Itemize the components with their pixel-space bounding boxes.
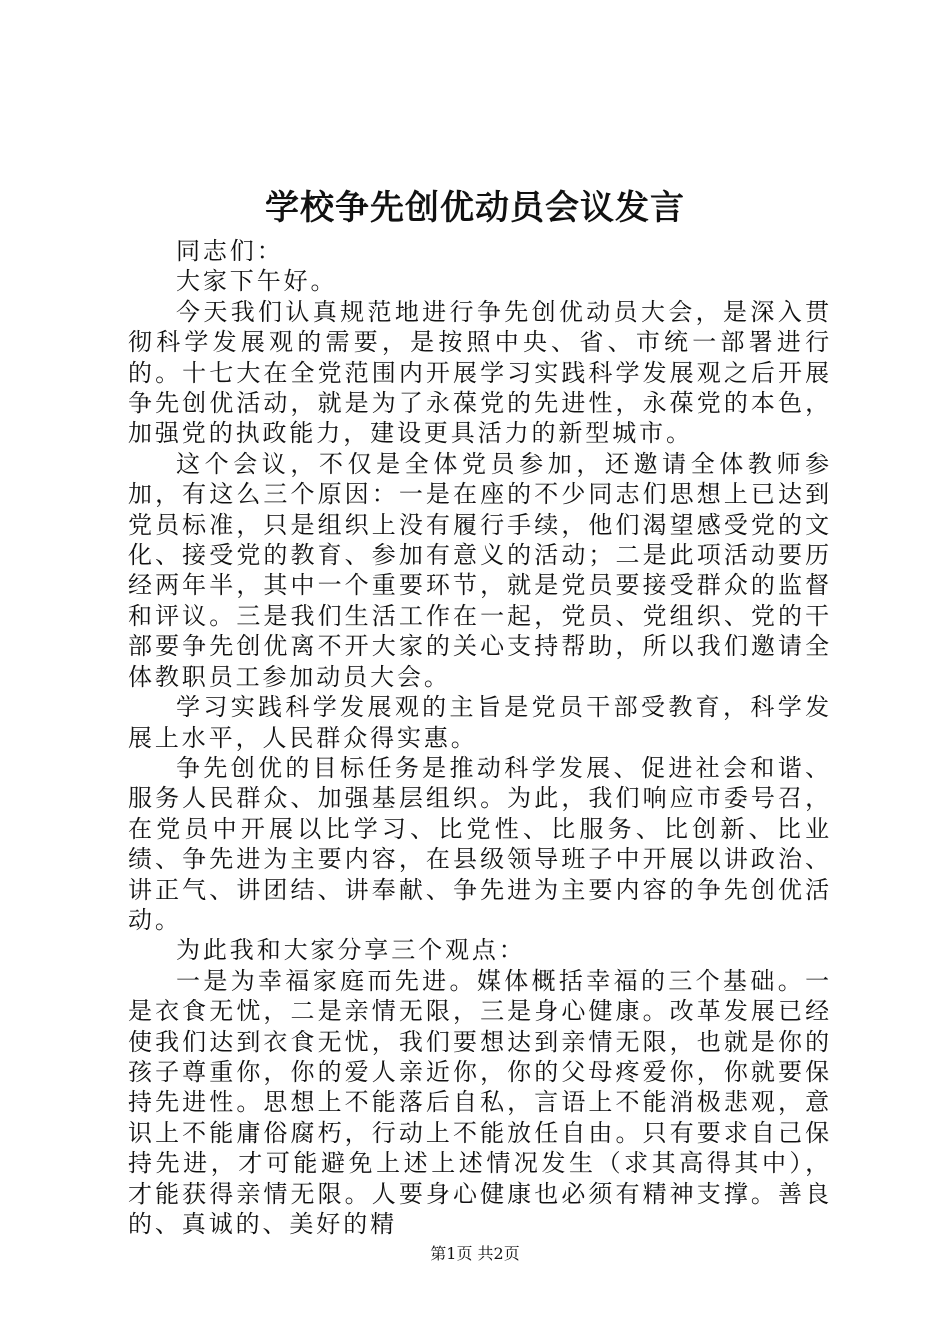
- paragraph-intro: 今天我们认真规范地进行争先创优动员大会，是深入贯彻科学发展观的需要，是按照中央、省、市统一部署进行的。十七大在全党范围内开展学习实践科学发展观之后开展争先创优活动，就是为了永葆党的先进性，永葆党的本色，加强党的执政能力，建设更具活力的新型城市。: [128, 297, 832, 448]
- document-body: [128, 236, 832, 1239]
- paragraph-viewpoints-intro: 为此我和大家分享三个观点：: [176, 936, 526, 965]
- paragraph-goals: 争先创优的目标任务是推动科学发展、促进社会和谐、服务人民群众、加强基层组织。为此，我们响应市委号召，在党员中开展以比学习、比党性、比服务、比创新、比业绩、争先进为主要内容，在县级领导班子中开展以讲政治、讲正气、讲团结、讲奉献、争先进为主要内容的争先创优活动。: [128, 753, 832, 934]
- paragraph-greeting: 同志们：: [176, 237, 284, 265]
- paragraph-salutation: 大家下午好。: [176, 267, 338, 296]
- page-footer: 第1页 共2页: [430, 1244, 520, 1263]
- paragraph-purpose: 学习实践科学发展观的主旨是党员干部受教育，科学发展上水平，人民群众得实惠。: [128, 693, 832, 752]
- document-title: 学校争先创优动员会议发言: [265, 188, 685, 228]
- paragraph-viewpoint-one: 一是为幸福家庭而先进。媒体概括幸福的三个基础。一是衣食无忧，二是亲情无限，三是身心健康。改革发展已经使我们达到衣食无忧，我们要想达到亲情无限，也就是你的孩子尊重你，你的爱人亲近你，你的父母疼爱你，你就要保持先进性。思想上不能落后自私，言语上不能消极悲观，意识上不能庸俗腐朽，行动上不能放任自由。只有要求自己保持先进，才可能避免上述上述情况发生（求其高得其中），才能获得亲情无限。人要身心健康也必须有精神支撑。善良的、真诚的、美好的精: [128, 966, 832, 1238]
- paragraph-meeting-reasons: 这个会议，不仅是全体党员参加，还邀请全体教师参加，有这么三个原因：一是在座的不少同志们思想上已达到党员标准，只是组织上没有履行手续，他们渴望感受党的文化、接受党的教育、参加有意义的活动；二是此项活动要历经两年半，其中一个重要环节，就是党员要接受群众的监督和评议。三是我们生活工作在一起，党员、党组织、党的干部要争先创优离不开大家的关心支持帮助，所以我们邀请全体教职员工参加动员大会。: [128, 449, 832, 691]
